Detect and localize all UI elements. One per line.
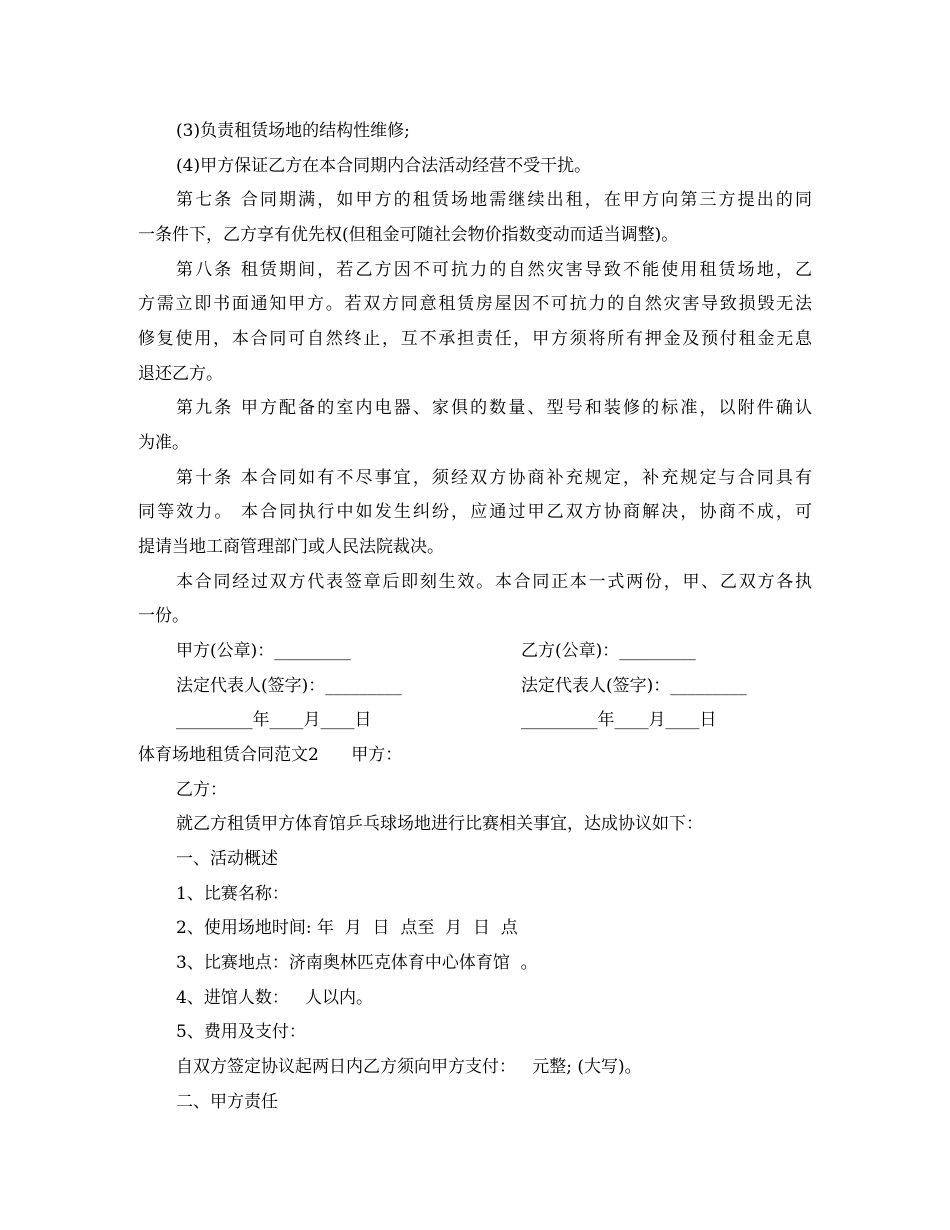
article-7-line-1: 第七条 合同期满，如甲方的租赁场地需继续出租，在甲方向第三方提出的同 (176, 190, 812, 210)
party-b-representative: 法定代表人(签字)：_________ (521, 676, 747, 696)
payment-terms: 自双方签定协议起两日内乙方须向甲方支付： 元整; (大写)。 (176, 1057, 642, 1077)
effect-line-2: 一份。 (138, 606, 189, 626)
item-match-location: 3、比赛地点：济南奥林匹克体育中心体育馆 。 (176, 953, 538, 973)
article-8-line-2: 方需立即书面通知甲方。若双方同意租赁房屋因不可抗力的自然灾害导致损毁无法 (138, 294, 812, 314)
effect-line-1: 本合同经过双方代表签章后即刻生效。本合同正本一式两份，甲、乙双方各执 (176, 572, 812, 592)
party-a-seal: 甲方(公章)：_________ (176, 641, 351, 661)
article-8-line-4: 退还乙方。 (138, 364, 223, 384)
item-venue-time: 2、使用场地时间: 年 月 日 点至 月 日 点 (176, 918, 518, 938)
article-10-line-2: 同等效力。 本合同执行中如发生纠纷，应通过甲乙双方协商解决，协商不成，可 (138, 502, 812, 522)
clause-item-3: (3)负责租赁场地的结构性维修; (176, 121, 410, 141)
party-b-date: _________年____月____日 (521, 710, 717, 730)
party-b-seal: 乙方(公章)：_________ (521, 641, 696, 661)
second-contract-heading: 体育场地租赁合同范文2 甲方： (138, 745, 403, 765)
section-party-a-duties: 二、甲方责任 (176, 1092, 278, 1112)
article-10-line-3: 提请当地工商管理部门或人民法院裁决。 (138, 537, 444, 557)
section-activity-overview: 一、活动概述 (176, 849, 278, 869)
article-8-line-1: 第八条 租赁期间，若乙方因不可抗力的自然灾害导致不能使用租赁场地，乙 (176, 260, 812, 280)
article-7-line-2: 一条件下，乙方享有优先权(但租金可随社会物价指数变动而适当调整)。 (138, 225, 679, 245)
article-9-line-1: 第九条 甲方配备的室内电器、家俱的数量、型号和装修的标准，以附件确认 (176, 398, 812, 418)
item-match-name: 1、比赛名称： (176, 884, 289, 904)
article-8-line-3: 修复使用，本合同可自然终止，互不承担责任，甲方须将所有押金及预付租金无息 (138, 329, 812, 349)
party-a-date: _________年____月____日 (176, 710, 372, 730)
article-10-line-1: 第十条 本合同如有不尽事宜，须经双方协商补充规定，补充规定与合同具有 (176, 468, 812, 488)
article-9-line-2: 为准。 (138, 433, 189, 453)
second-party-b: 乙方： (176, 780, 227, 800)
clause-item-4: (4)甲方保证乙方在本合同期内合法活动经营不受干扰。 (176, 156, 592, 176)
item-attendance: 4、进馆人数： 人以内。 (176, 988, 374, 1008)
party-a-representative: 法定代表人(签字)：_________ (176, 676, 402, 696)
item-fees-payment: 5、费用及支付： (176, 1022, 306, 1042)
agreement-intro: 就乙方租赁甲方体育馆乒乓球场地进行比赛相关事宜，达成协议如下： (176, 814, 703, 834)
